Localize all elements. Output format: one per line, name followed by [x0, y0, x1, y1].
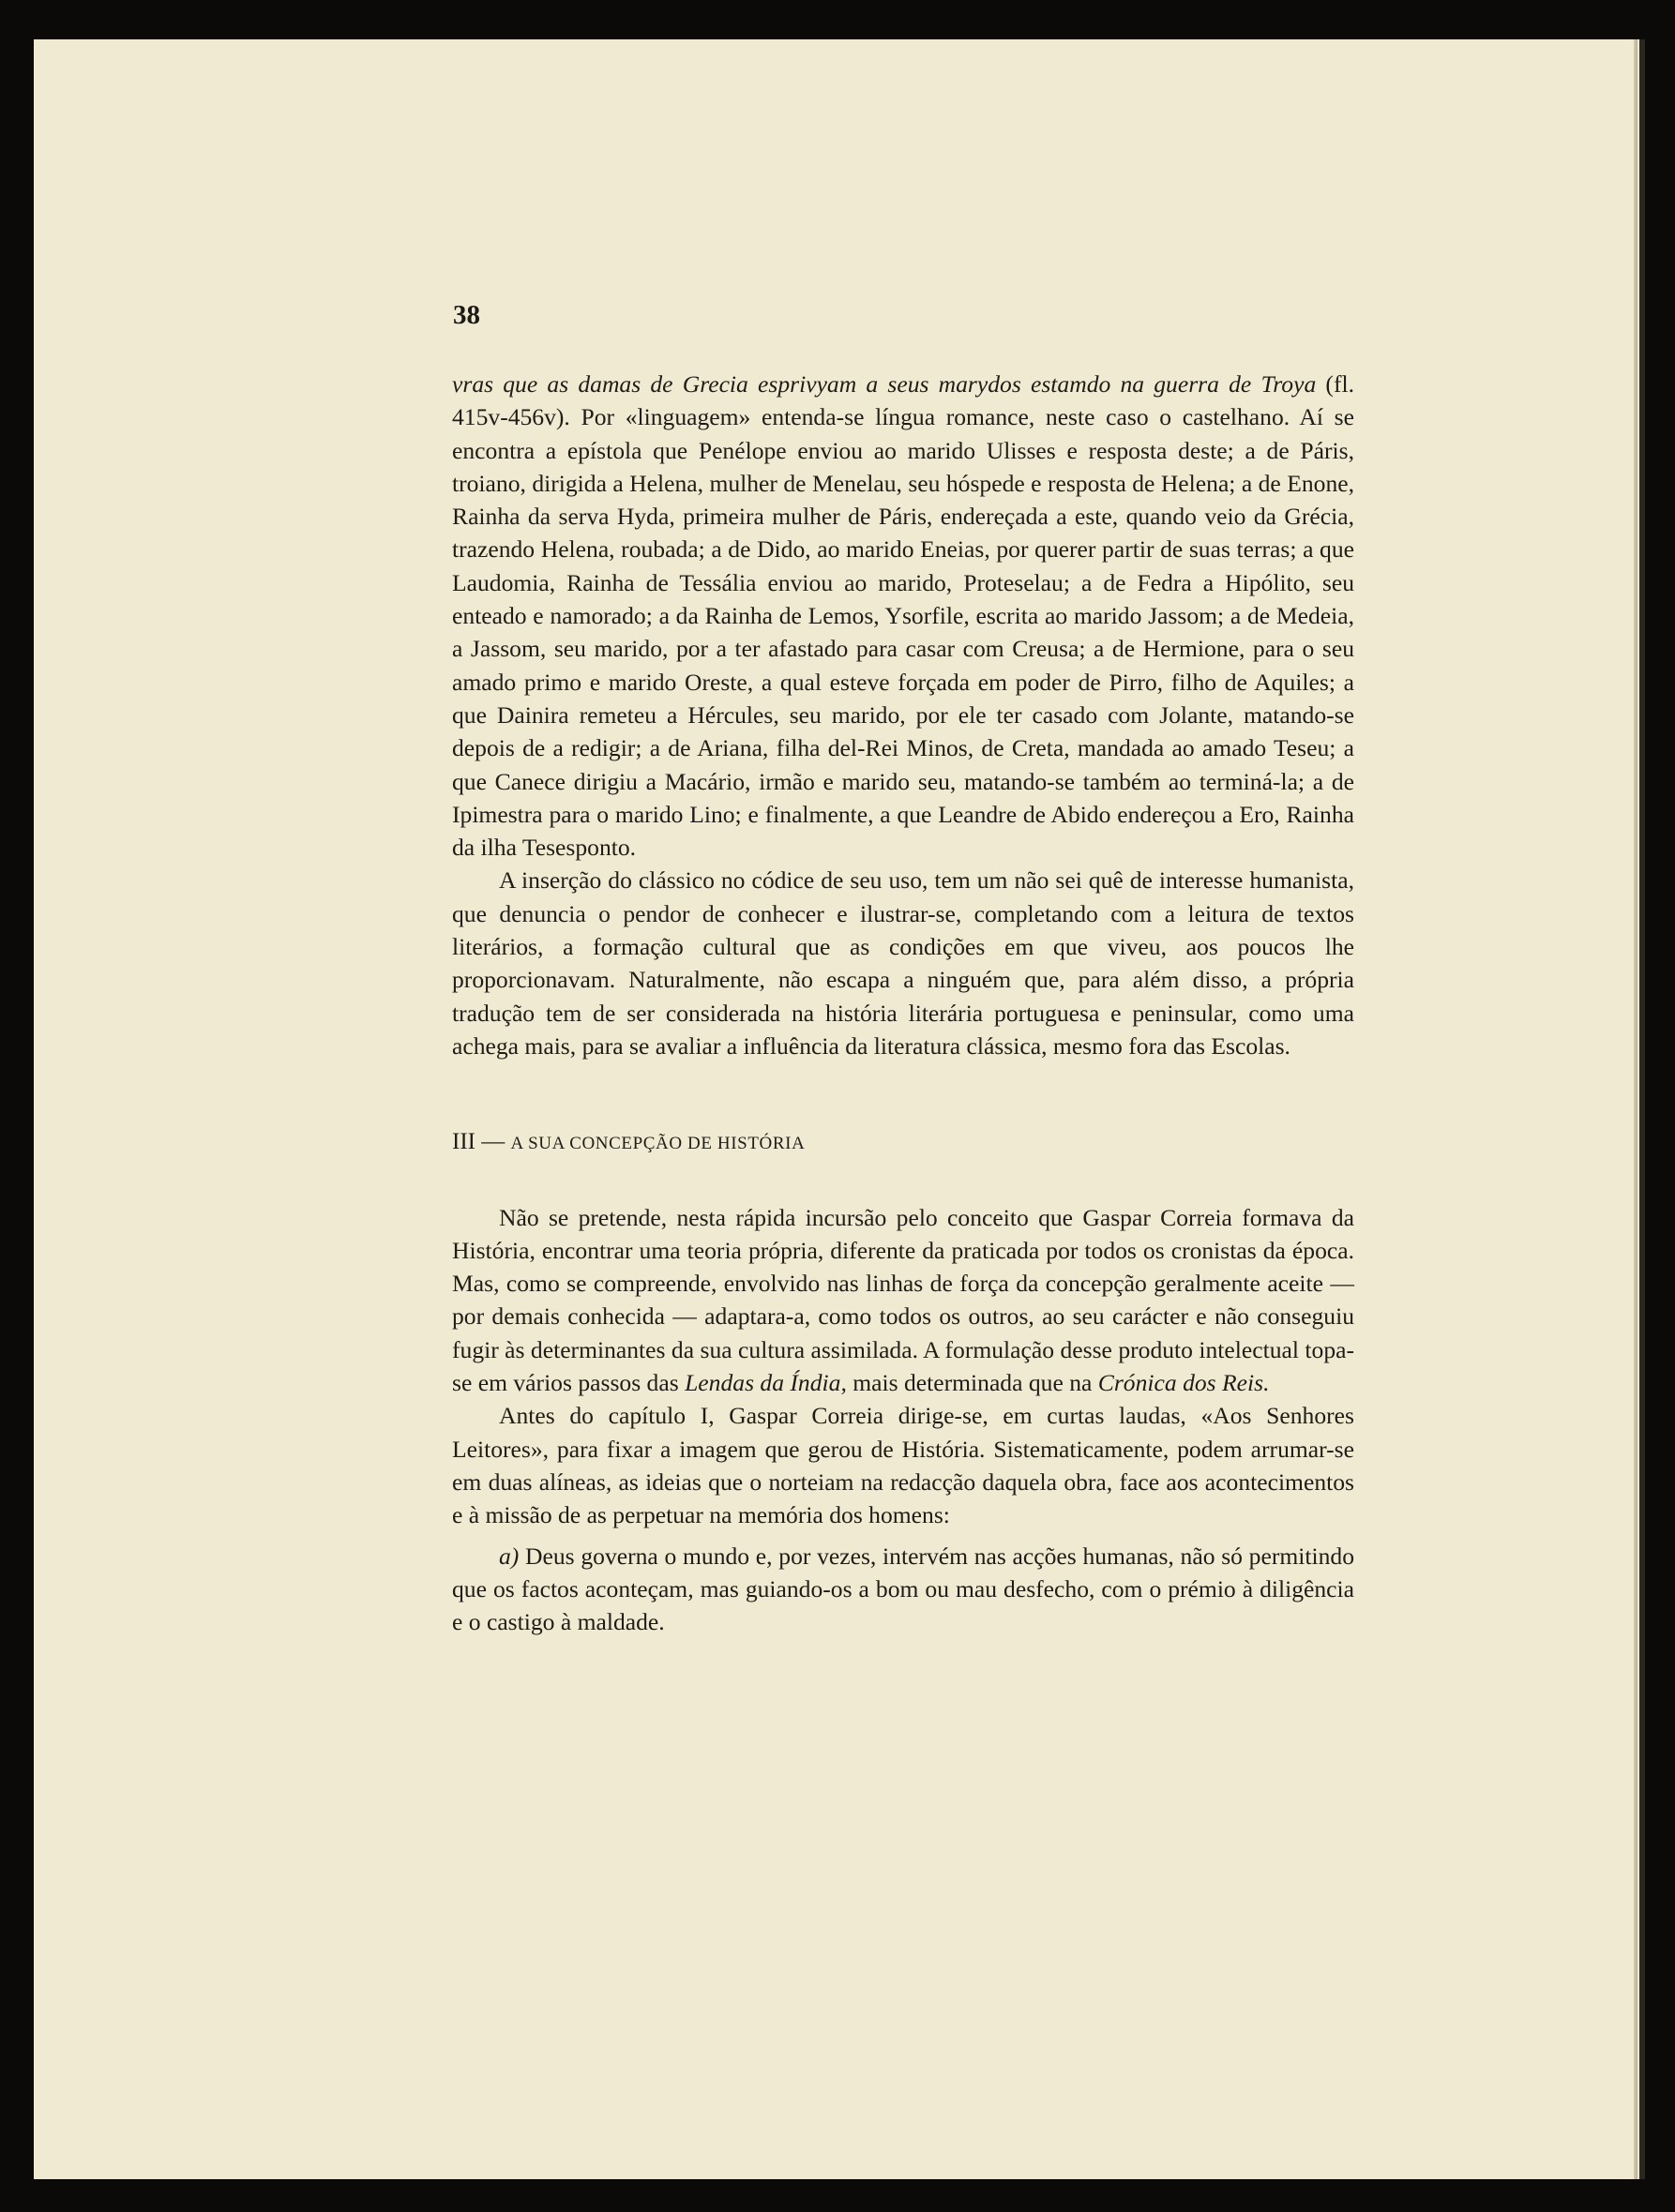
- page-number: 38: [453, 300, 480, 330]
- page-body: [452, 368, 1354, 1638]
- section-dash: —: [475, 1129, 511, 1155]
- text-run: A inserção do clássico no códice de seu uso, tem um não sei quê de interesse humanista, que denuncia o pendor de conhecer e ilustrar-se, completando com a leitura de textos literários, a formação cultural que as condições em que viveu, aos poucos lhe proporcionavam. Naturalmente, não escapa a ninguém que, para além disso, a própria tradução tem de ser considerada na história literária portuguesa e peninsular, como uma achega mais, para se avaliar a influência da literatura clássica, mesmo fora das Escolas.: [452, 866, 1354, 1060]
- list-item-a: [452, 1540, 1354, 1639]
- paragraph-continued: [452, 368, 1354, 864]
- section-heading: [452, 1125, 1354, 1160]
- italic-text: a): [499, 1542, 520, 1570]
- text-run: (fl. 415v-456v). Por «linguagem» entenda-se língua romance, neste caso o castelhano. Aí se encontra a epístola que Penélope enviou ao marido Ulisses e resposta deste; a de Páris, troiano, dirigida a Helena, mulher de Menelau, seu hóspede e resposta de Helena; a de Enone, Rainha da serva Hyda, primeira mulher de Páris, endereçada a este, quando veio da Grécia, trazendo Helena, roubada; a de Dido, ao marido Eneias, por querer partir de suas terras; a que Laudomia, Rainha de Tessália enviou ao marido, Proteselau; a de Fedra a Hipólito, seu enteado e namorado; a da Rainha de Lemos, Ysorfile, escrita ao marido Jassom; a de Medeia, a Jassom, seu marido, por a ter afastado para casar com Creusa; a de Hermione, para o seu amado primo e marido Oreste, a qual esteve forçada em poder de Pirro, filho de Aquiles; a que Dainira remeteu a Hércules, seu marido, por ele ter casado com Jolante, matando-se depois de a redigir; a de Ariana, filha del-Rei Minos, de Creta, mandada ao amado Teseu; a que Canece dirigiu a Macário, irmão e marido seu, matando-se também ao terminá-la; a de Ipimestra para o marido Lino; e finalmente, a que Leandre de Abido endereçou a Ero, Rainha da ilha Tesesponto.: [452, 370, 1354, 862]
- text-run: mais determinada que na: [846, 1369, 1098, 1397]
- italic-text: Lendas da Índia,: [685, 1369, 847, 1397]
- paragraph: [452, 1201, 1354, 1400]
- book-page: [34, 39, 1639, 2179]
- text-run: Deus governa o mundo e, por vezes, intervém nas acções humanas, não só permitindo que os factos aconteçam, mas guiando-os a bom ou mau desfecho, com o prémio à diligência e o castigo à maldade.: [452, 1542, 1354, 1636]
- paragraph: [452, 864, 1354, 1062]
- italic-text: vras que as damas de Grecia esprivyam a seus marydos estamdo na guerra de Troya: [452, 370, 1317, 398]
- page-fold-edge: [1634, 39, 1637, 2179]
- text-run: Antes do capítulo I, Gaspar Correia dirige-se, em curtas laudas, «Aos Senhores Leitores», para fixar a imagem que gerou de História. Sistematicamente, podem arrumar-se em duas alíneas, as ideias que o norteiam na redacção daquela obra, face aos acontecimentos e à missão de as perpetuar na memória dos homens:: [452, 1402, 1354, 1529]
- next-page-edge: [1639, 39, 1645, 2179]
- paragraph: [452, 1399, 1354, 1531]
- section-title: A SUA CONCEPÇÃO DE HISTÓRIA: [510, 1134, 806, 1154]
- italic-text: Crónica dos Reis.: [1097, 1369, 1270, 1397]
- text-run: Não se pretende, nesta rápida incursão pelo conceito que Gaspar Correia formava da História, encontrar uma teoria própria, diferente da praticada por todos os cronistas da época. Mas, como se compreende, envolvido nas linhas de força da concepção geralmente aceite — por demais conhecida — adaptara-a, como todos os outros, ao seu carácter e não conseguiu fugir às determinantes da sua cultura assimilada. A formulação desse produto intelectual topa-se em vários passos das: [452, 1203, 1354, 1397]
- section-numeral: III: [452, 1129, 475, 1155]
